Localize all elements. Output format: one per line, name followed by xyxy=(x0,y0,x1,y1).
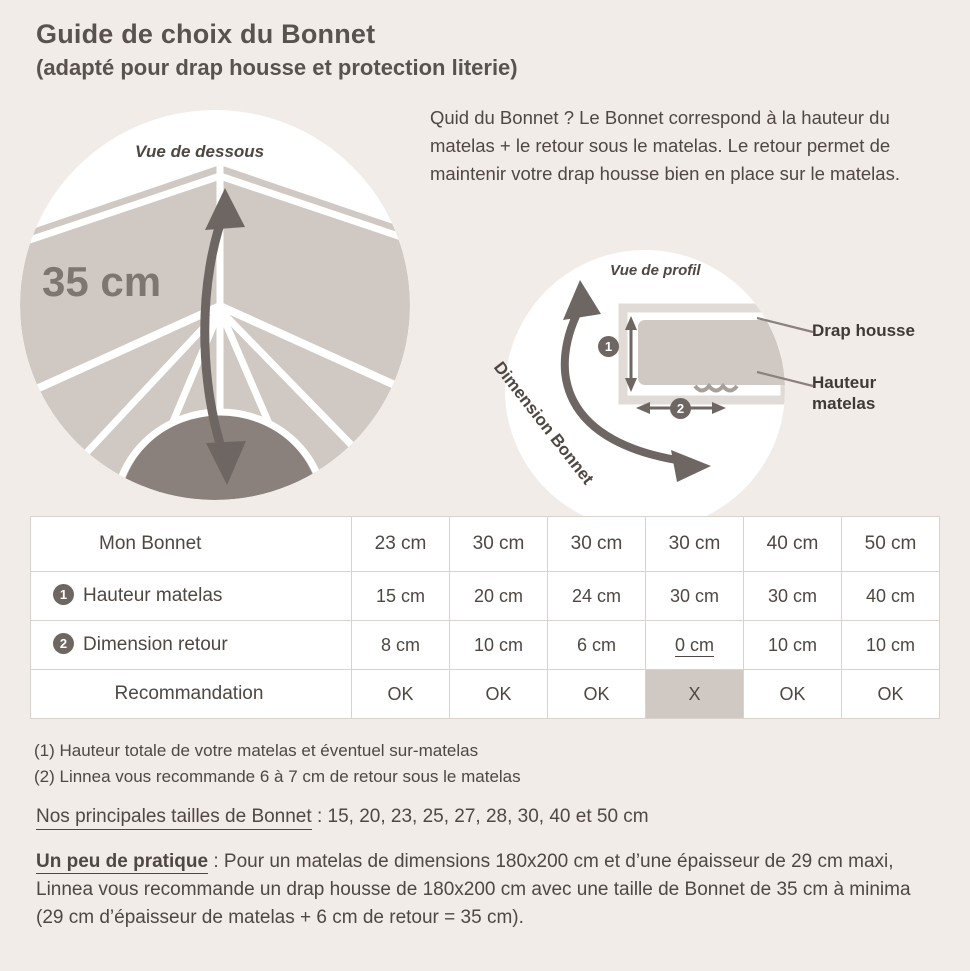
cell-mon-bonnet-1: 23 cm xyxy=(352,517,450,572)
cell-reco-2: OK xyxy=(450,670,548,719)
footnote-2: (2) Linnea vous recommande 6 à 7 cm de retour sous le matelas xyxy=(34,766,521,786)
sizes-rest: : 15, 20, 23, 25, 27, 28, 30, 40 et 50 cm xyxy=(311,806,649,827)
cell-retour-2: 10 cm xyxy=(450,621,548,670)
row-label-mon-bonnet: Mon Bonnet xyxy=(31,517,352,572)
title-block xyxy=(36,18,836,82)
row-label-hauteur-matelas-text: Hauteur matelas xyxy=(83,584,223,606)
cell-retour-4-value: 0 cm xyxy=(674,634,714,655)
cell-hauteur-6: 40 cm xyxy=(842,572,940,621)
callout-hauteur-matelas xyxy=(812,372,942,415)
cell-mon-bonnet-5: 40 cm xyxy=(744,517,842,572)
intro-paragraph: Quid du Bonnet ? Le Bonnet correspond à la hauteur du matelas + le retour sous le matelas. Le retour permet de maintenir votre drap housse bien en place sur le matelas. xyxy=(430,107,900,185)
cell-hauteur-4: 30 cm xyxy=(646,572,744,621)
callout-drap-housse: Drap housse xyxy=(812,321,915,340)
practice-paragraph xyxy=(36,848,926,932)
cell-hauteur-3: 24 cm xyxy=(548,572,646,621)
sizes-line xyxy=(36,806,946,828)
sizes-label: Nos principales tailles de Bonnet xyxy=(36,806,312,830)
row-label-hauteur-matelas xyxy=(31,572,352,621)
cell-retour-1: 8 cm xyxy=(352,621,450,670)
cell-hauteur-5: 30 cm xyxy=(744,572,842,621)
row-label-dimension-retour xyxy=(31,621,352,670)
cell-retour-6: 10 cm xyxy=(842,621,940,670)
row-label-dimension-retour-text: Dimension retour xyxy=(83,633,228,655)
cell-mon-bonnet-4: 30 cm xyxy=(646,517,744,572)
table-row-mon-bonnet xyxy=(31,517,940,572)
footnotes xyxy=(34,738,944,789)
label-vue-de-profil: Vue de profil xyxy=(610,262,701,279)
callout-hauteur-line1: Hauteur xyxy=(812,373,877,392)
cell-reco-5: OK xyxy=(744,670,842,719)
practice-text: : Pour un matelas de dimensions 180x200 cm et d’une épaisseur de 29 cm maxi, Linnea vous recommande un drap housse de 180x200 cm avec une taille de Bonnet de 35 cm à minima (29 cm d’épaisseur de matelas + 6 cm de retour = 35 cm). xyxy=(36,851,911,929)
cell-mon-bonnet-3: 30 cm xyxy=(548,517,646,572)
cell-reco-4: X xyxy=(646,670,744,719)
cell-reco-1: OK xyxy=(352,670,450,719)
badge-2-table: 2 xyxy=(53,633,74,654)
callout-hauteur-line2: matelas xyxy=(812,394,876,414)
figure-vue-de-dessous xyxy=(20,110,410,500)
cell-mon-bonnet-2: 30 cm xyxy=(450,517,548,572)
cell-mon-bonnet-6: 50 cm xyxy=(842,517,940,572)
table-row-hauteur-matelas xyxy=(31,572,940,621)
row-label-recommandation: Recommandation xyxy=(31,670,352,719)
label-dimension-bonnet: Dimension Bonnet xyxy=(490,358,598,489)
bonnet-table-wrap xyxy=(30,516,940,719)
practice-label: Un peu de pratique xyxy=(36,851,209,872)
cell-hauteur-1: 15 cm xyxy=(352,572,450,621)
badge-2-figure: 2 xyxy=(670,398,691,419)
label-bonnet-measure: 35 cm xyxy=(42,258,162,305)
badge-1-table: 1 xyxy=(53,584,74,605)
cell-retour-5: 10 cm xyxy=(744,621,842,670)
bonnet-table xyxy=(30,516,940,719)
cell-reco-3: OK xyxy=(548,670,646,719)
label-dimension-bonnet-wrap xyxy=(490,358,705,518)
label-vue-de-dessous: Vue de dessous xyxy=(135,142,265,161)
page-title: Guide de choix du Bonnet xyxy=(36,19,376,49)
cell-reco-6: OK xyxy=(842,670,940,719)
page-subtitle: (adapté pour drap housse et protection literie) xyxy=(36,54,518,80)
table-row-recommandation xyxy=(31,670,940,719)
badge-1-figure: 1 xyxy=(598,336,619,357)
cell-retour-3: 6 cm xyxy=(548,621,646,670)
footnote-1: (1) Hauteur totale de votre matelas et éventuel sur-matelas xyxy=(34,741,479,760)
cell-hauteur-2: 20 cm xyxy=(450,572,548,621)
table-row-dimension-retour xyxy=(31,621,940,670)
cell-retour-4 xyxy=(646,621,744,670)
